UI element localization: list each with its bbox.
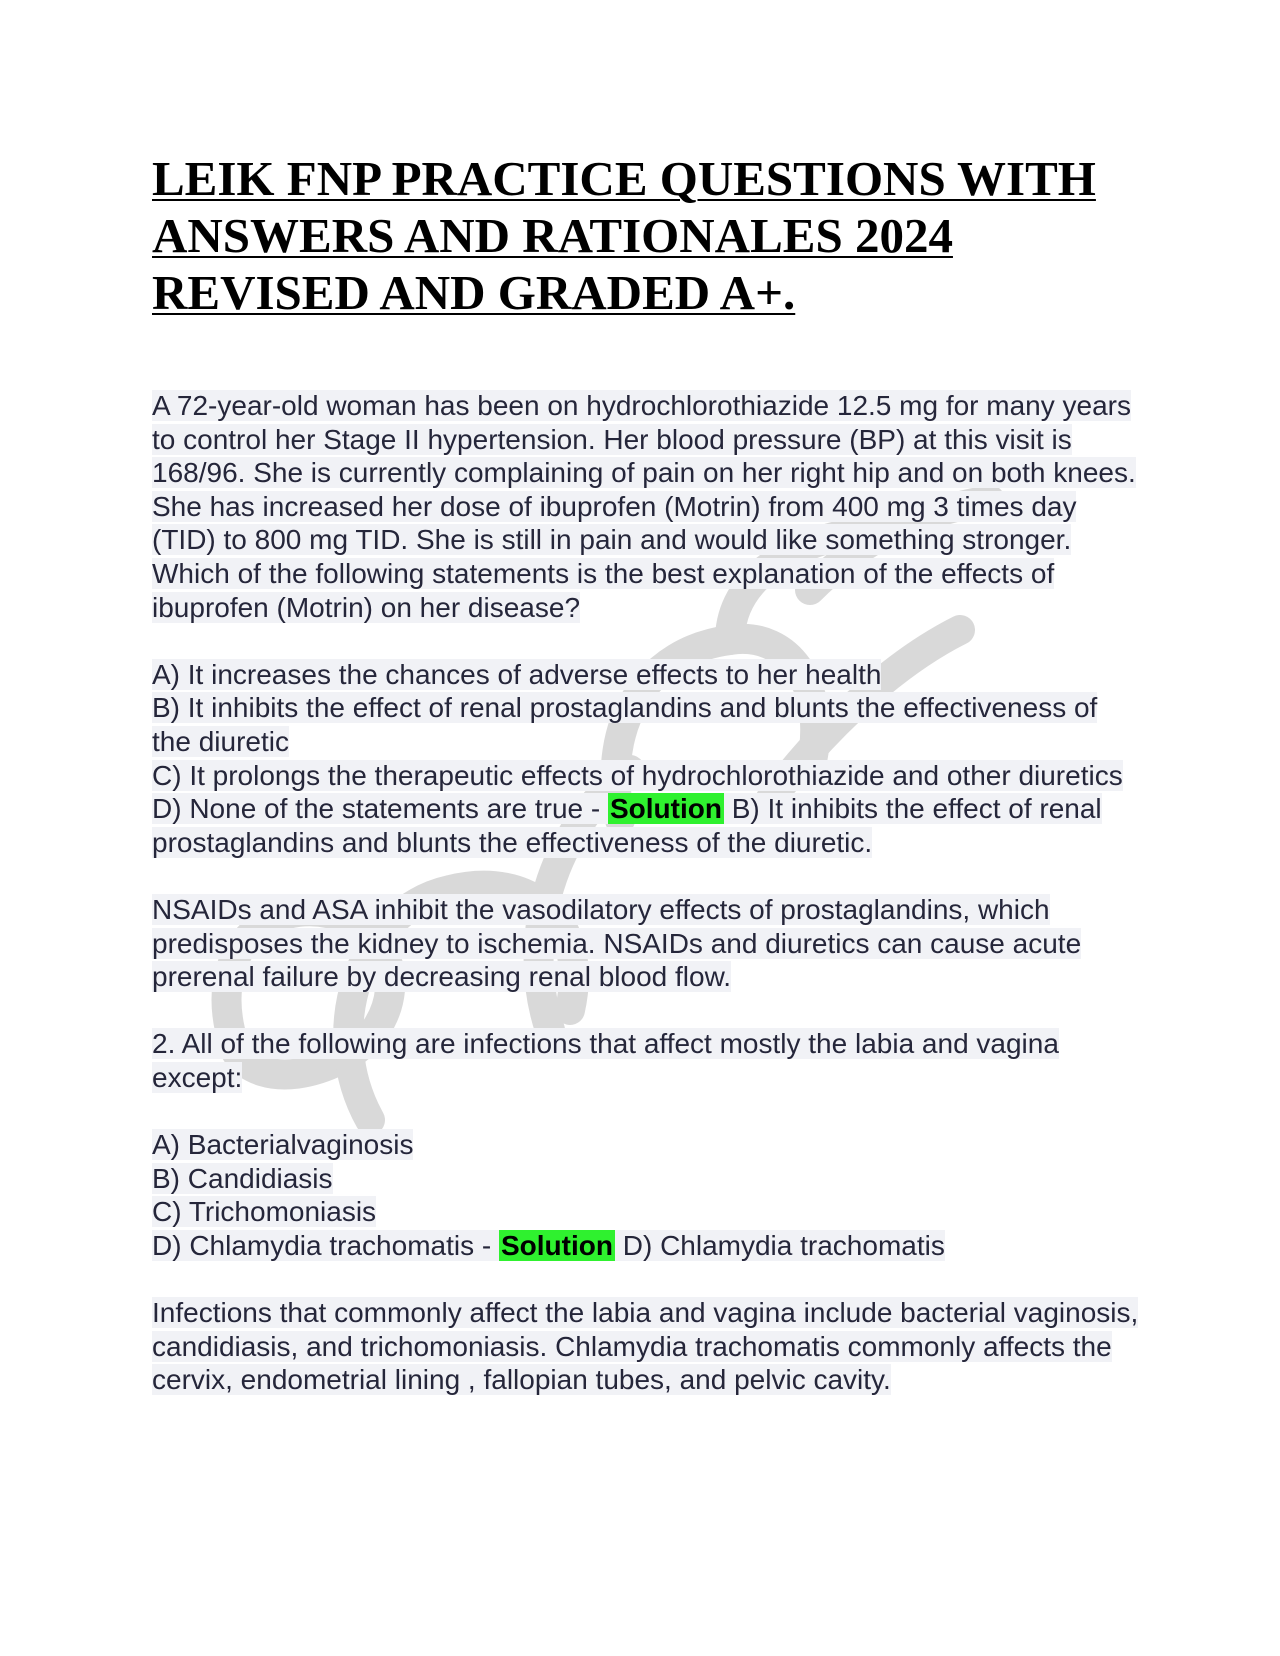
question-1-option-c: C) It prolongs the therapeutic effects of hydrochlorothiazide and other diuretics xyxy=(152,759,1123,791)
question-1-option-d: D) None of the statements are true - xyxy=(152,793,608,825)
document-title: LEIK FNP PRACTICE QUESTIONS WITH ANSWERS AND RATIONALES 2024 REVISED AND GRADED A+. xyxy=(152,151,1096,320)
question-2-stem: 2. All of the following are infections that affect mostly the labia and vagina except: xyxy=(152,1028,1059,1093)
question-2-option-b: B) Candidiasis xyxy=(152,1162,333,1194)
question-1-stem: A 72-year-old woman has been on hydrochlorothiazide 12.5 mg for many years to control her Stage II hypertension. Her blood pressure (BP) at this visit is 168/96. She is currently complaining of pain on her right hip and on both knees. She has increased her dose of ibuprofen (Motrin) from 400 mg 3 times day (TID) to 800 mg TID. She is still in pain and would like something stronger. Which of the following statements is the best explanation of the effects of ibuprofen (Motrin) on her disease? xyxy=(152,390,1136,623)
question-1-option-b: B) It inhibits the effect of renal prostaglandins and blunts the effectiveness of the diuretic xyxy=(152,692,1098,757)
question-2-option-c: C) Trichomoniasis xyxy=(152,1196,377,1228)
question-2-answer: D) Chlamydia trachomatis xyxy=(614,1229,945,1261)
question-1-rationale: NSAIDs and ASA inhibit the vasodilatory effects of prostaglandins, which predisposes the kidney to ischemia. NSAIDs and diuretics can cause acute prerenal failure by decreasing renal blood flow. xyxy=(152,893,1082,993)
question-1 xyxy=(152,389,1142,624)
question-2-rationale: Infections that commonly affect the labia and vagina include bacterial vaginosis, candidiasis, and trichomoniasis. Chlamydia trachomatis commonly affects the cervix, endometrial lining , fallopian tubes, and pelvic cavity. xyxy=(152,1297,1139,1396)
question-2-option-d: D) Chlamydia trachomatis - xyxy=(152,1229,499,1261)
question-1-options xyxy=(152,658,1142,860)
question-2-option-a: A) Bacterialvaginosis xyxy=(152,1129,414,1161)
question-1-solution-badge: Solution xyxy=(609,793,722,825)
question-1-answer: B) It inhibits the effect of renal prostaglandins and blunts the effectiveness of the diuretic. xyxy=(152,793,1102,858)
document-content xyxy=(152,150,1142,1397)
question-2-options xyxy=(152,1128,1142,1262)
question-2-solution-badge: Solution xyxy=(500,1229,613,1261)
question-1-option-a: A) It increases the chances of adverse effects to her health xyxy=(152,658,882,690)
